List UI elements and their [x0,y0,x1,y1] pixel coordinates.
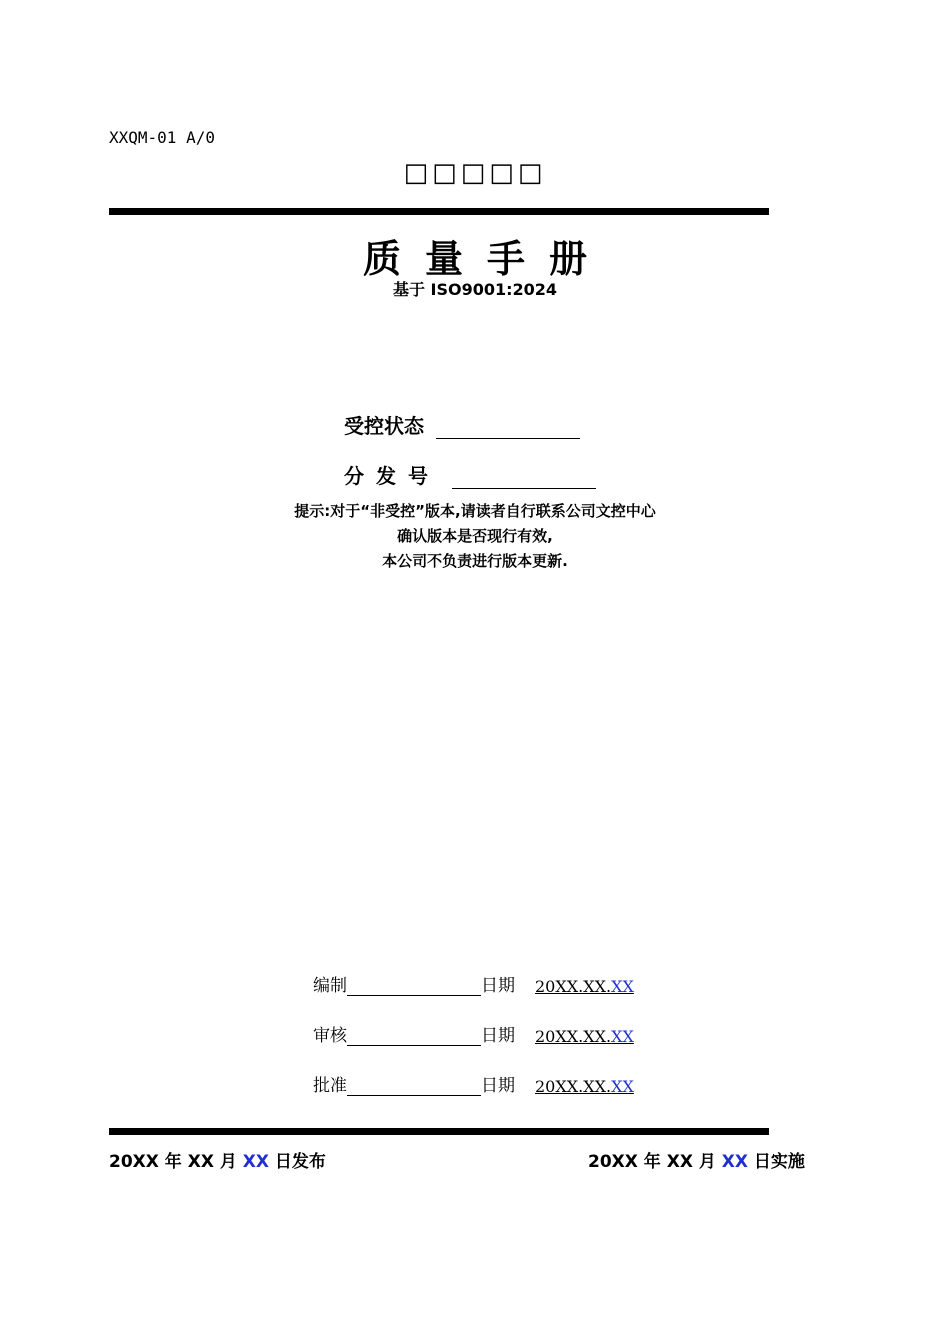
signature-blank [347,1025,481,1046]
bottom-divider [109,1128,769,1135]
date-day: XX [611,1077,634,1096]
control-status-blank [436,416,580,439]
signature-row-prepared [313,972,634,996]
date-day: XX [611,977,634,996]
top-divider [109,208,769,215]
publish-date-suffix: 日发布 [268,1152,326,1172]
publish-date [109,1147,326,1172]
signature-blank [347,975,481,996]
date-label: 日期 [481,1076,515,1096]
signature-row-approved [313,1072,634,1096]
publish-date-prefix: 20XX 年 XX 月 [109,1152,243,1172]
document-title: 质量手册 [362,237,611,281]
signature-role: 编制 [313,976,347,996]
notice-line-2: 确认版本是否现行有效, [397,527,553,545]
issue-number-blank [452,466,596,489]
date-prefix: 20XX.XX. [535,977,612,996]
implement-date-day: XX [721,1152,748,1172]
implement-date-prefix: 20XX 年 XX 月 [588,1152,722,1172]
document-subtitle: 基于 ISO9001:2024 [392,280,558,299]
date-value [535,977,634,996]
date-prefix: 20XX.XX. [535,1027,612,1046]
date-label: 日期 [481,1026,515,1046]
signature-row-reviewed [313,1022,634,1046]
date-prefix: 20XX.XX. [535,1077,612,1096]
notice-line-1: 提示:对于“非受控”版本,请读者自行联系公司文控中心 [294,502,656,520]
publish-date-day: XX [242,1152,269,1172]
control-status-label: 受控状态 [344,414,424,438]
issue-number-row [344,460,596,489]
implement-date [588,1147,805,1172]
signature-role: 批准 [313,1076,347,1096]
signature-blank [347,1075,481,1096]
date-label: 日期 [481,976,515,996]
date-value [535,1027,634,1046]
control-status-row [344,410,580,439]
notice-line-3: 本公司不负责进行版本更新. [382,552,568,570]
issue-number-label: 分发号 [344,464,440,488]
implement-date-suffix: 日实施 [747,1152,805,1172]
signature-role: 审核 [313,1026,347,1046]
date-day: XX [611,1027,634,1046]
date-value [535,1077,634,1096]
company-name: □□□□□ [403,158,547,188]
document-code: XXQM-01 A/0 [109,128,215,147]
